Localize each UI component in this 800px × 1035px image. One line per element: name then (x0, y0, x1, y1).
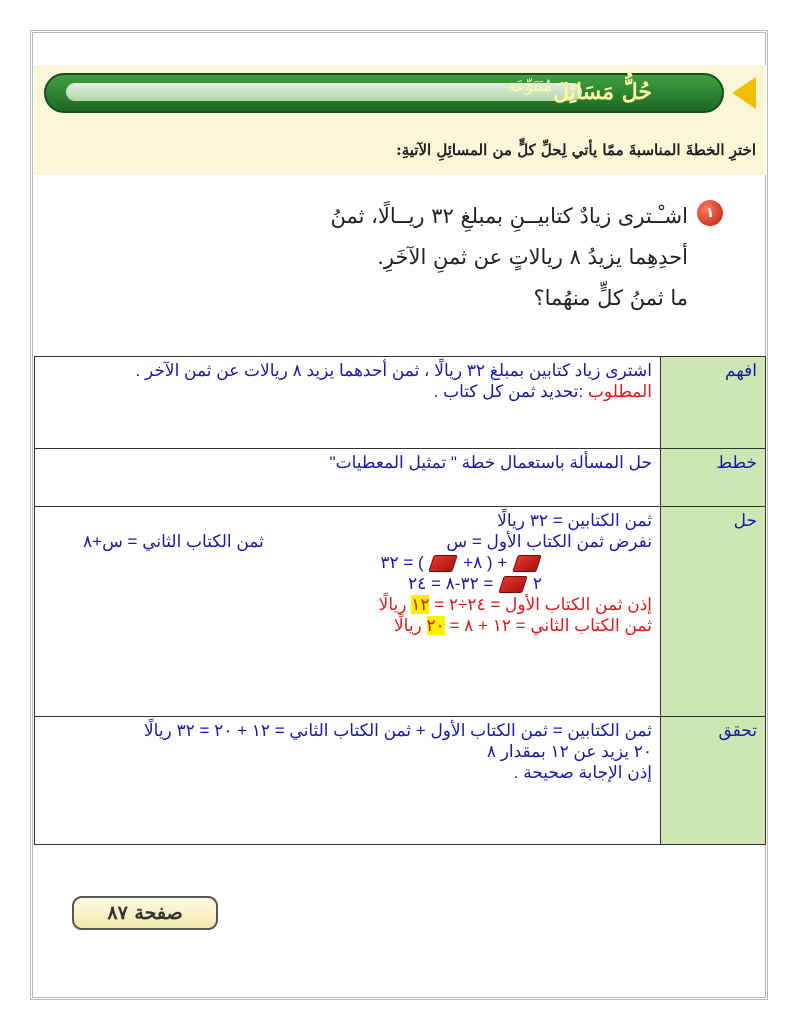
arrow-icon (732, 77, 756, 109)
header-section (34, 65, 766, 175)
first-price-text: إذن ثمن الكتاب الأول = ٢٤÷٢ = (434, 595, 652, 614)
assume-line (43, 531, 652, 552)
book-icon (429, 555, 459, 572)
check-line: إذن الإجابة صحيحة . (513, 763, 652, 782)
problem-number: ١ (697, 200, 723, 226)
label-check: تحقق (661, 717, 766, 845)
equation-group: ( ٨+ (463, 553, 493, 572)
page-number-badge: صفحة ٨٧ (72, 896, 218, 930)
first-price-line (43, 594, 652, 615)
equation-total: ) = ٣٢ (380, 553, 424, 572)
assume-second: ثمن الكتاب الثاني = س+٨ (83, 532, 264, 551)
book-icon (498, 576, 528, 593)
row-understand (35, 357, 766, 449)
content-check (35, 717, 661, 845)
label-understand: افهم (661, 357, 766, 449)
first-price-value: ١٢ (411, 595, 430, 614)
banner-highlight (66, 83, 582, 101)
problem-line: اشـْـترى زيادٌ كتابيــنِ بمبلغِ ٣٢ ريــالًا، ثمنُ (330, 204, 688, 228)
second-price-text: ثمن الكتاب الثاني = ١٢ + ٨ = (449, 616, 652, 635)
equation-coefficient: ٢ (532, 574, 542, 593)
row-solve (35, 507, 766, 717)
solve-line: ثمن الكتابين = ٣٢ ريالًا (497, 511, 652, 530)
problem-line: أحدِهِما يزيدُ ٨ ريالاتٍ عن ثمنِ الآخَرِ. (377, 245, 688, 269)
understand-text: اشترى زياد كتابين بمبلغ ٣٢ ريالًا ، ثمن أحدهما يزيد ٨ ريالات عن ثمن الآخر . (135, 361, 652, 380)
required-line (43, 381, 652, 402)
title-banner (44, 73, 724, 113)
check-line: ثمن الكتابين = ثمن الكتاب الأول + ثمن الكتاب الثاني = ١٢ + ٢٠ = ٣٢ ريالًا (143, 721, 652, 740)
equation-result: = ٣٢-٨ = ٢٤ (408, 574, 494, 593)
content-understand (35, 357, 661, 449)
banner-subtitle: مُتَنَوِّعَة (507, 76, 552, 95)
label-plan: خطط (661, 449, 766, 507)
row-check (35, 717, 766, 845)
equation-one (43, 552, 652, 573)
solution-table (34, 356, 766, 845)
banner-title: حُلُّ مَسَائِلَ (553, 79, 652, 105)
second-price-line (43, 615, 652, 636)
content-plan (35, 449, 661, 507)
plan-text: حل المسألة باستعمال خطة " تمثيل المعطيات" (329, 453, 652, 472)
first-price-unit: ريالًا (378, 595, 407, 614)
equation-plus: + (497, 553, 508, 572)
problem-statement (168, 196, 688, 319)
problem-line: ما ثمنُ كلٍّ منهُما؟ (533, 286, 688, 310)
book-icon (512, 555, 542, 572)
second-price-unit: ريالًا (393, 616, 422, 635)
content-solve (35, 507, 661, 717)
instruction-text: اخترِ الخطةَ المناسبةَ ممّا يأتي لِحلِّ كلٍّ من المسائِلِ الآتيةِ: (396, 141, 756, 159)
assume-first: نفرض ثمن الكتاب الأول = س (446, 532, 652, 551)
label-solve: حل (661, 507, 766, 717)
row-plan (35, 449, 766, 507)
required-text: :تحديد ثمن كل كتاب . (433, 382, 584, 401)
second-price-value: ٢٠ (426, 616, 445, 635)
required-label: المطلوب (587, 382, 652, 401)
equation-two (43, 573, 652, 594)
check-line: ٢٠ يزيد عن ١٢ بمقدار ٨ (486, 742, 652, 761)
